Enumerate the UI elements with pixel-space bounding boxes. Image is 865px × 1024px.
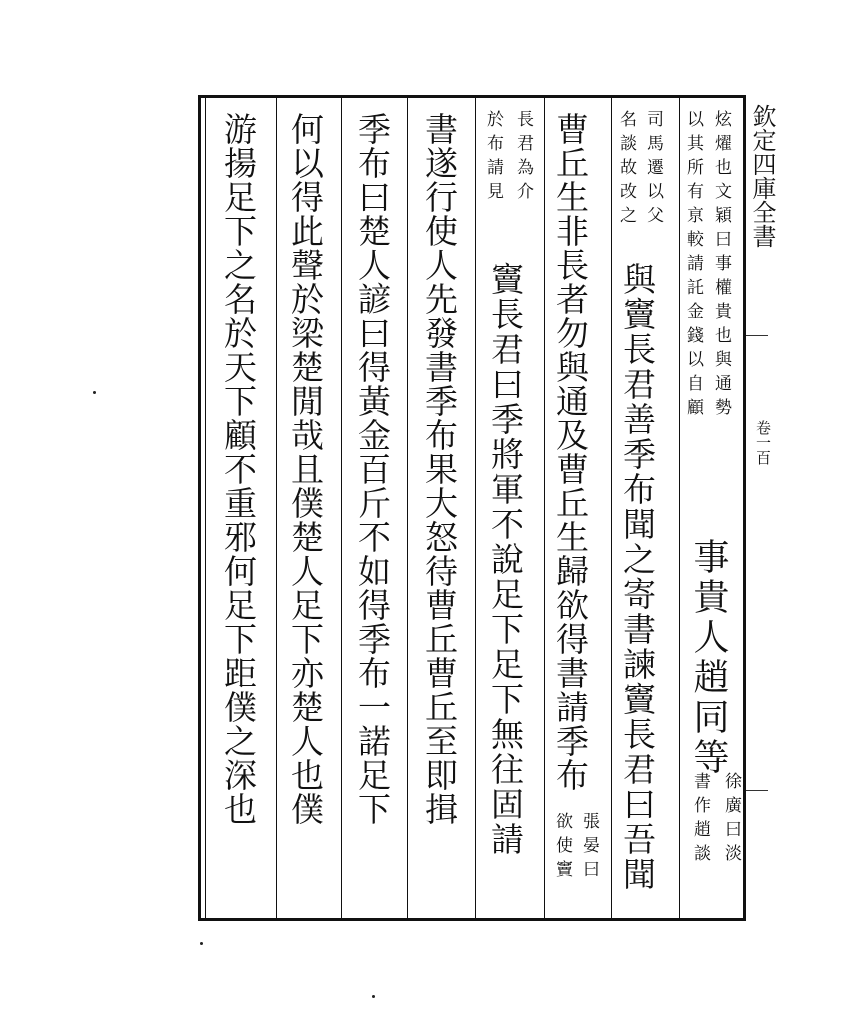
scan-speck [200,942,203,945]
commentary-line: 名談故改之 [616,110,636,230]
scan-speck [93,391,96,394]
page-frame [198,95,746,921]
commentary-line: 書作趙談 [690,772,710,868]
main-text-line: 事貴人趙同等 [688,538,729,778]
commentary-line: 炫燿也文穎曰事權貴也與通勢 [711,110,731,422]
commentary-line: 張晏曰 [579,812,599,884]
main-text-line: 與竇長君善季布聞之寄書諫竇長君曰吾聞 [618,262,657,892]
frame-inner-rule [205,98,206,918]
main-text-line: 游揚足下之名於天下顧不重邪何足下距僕之深也 [219,112,258,826]
column-rule [276,98,277,918]
commentary-line: 以其所有亰較請託金錢以自顧 [683,110,703,422]
column-rule [544,98,545,918]
column-rule [679,98,680,918]
commentary-line: 欲使竇 [552,812,572,884]
main-text-line: 竇長君曰季將軍不說足下足下無往固請 [486,262,525,857]
main-text-line: 曹丘生非長者勿與通及曹丘生歸欲得書請季布 [551,112,590,792]
main-text-line: 季布曰楚人諺曰得黃金百斤不如得季布一諾足下 [353,112,392,826]
book-title: 欽定四庫全書 [748,104,776,248]
column-rule [475,98,476,918]
margin-tick [746,790,768,791]
commentary-line: 徐廣曰淡 [721,772,741,868]
commentary-line: 司馬遷以父 [643,110,663,230]
commentary-line: 長君為介 [513,110,533,206]
column-rule [341,98,342,918]
commentary-line: 於布請見 [483,110,503,206]
margin-tick [746,335,768,336]
scan-speck [372,995,375,998]
volume-label: 卷一百 [754,420,772,465]
main-text-line: 何以得此聲於梁楚閒哉且僕楚人足下亦楚人也僕 [286,112,325,826]
column-rule [611,98,612,918]
column-rule [407,98,408,918]
main-text-line: 書遂行使人先發書季布果大怒待曹丘曹丘至即揖 [420,112,459,826]
